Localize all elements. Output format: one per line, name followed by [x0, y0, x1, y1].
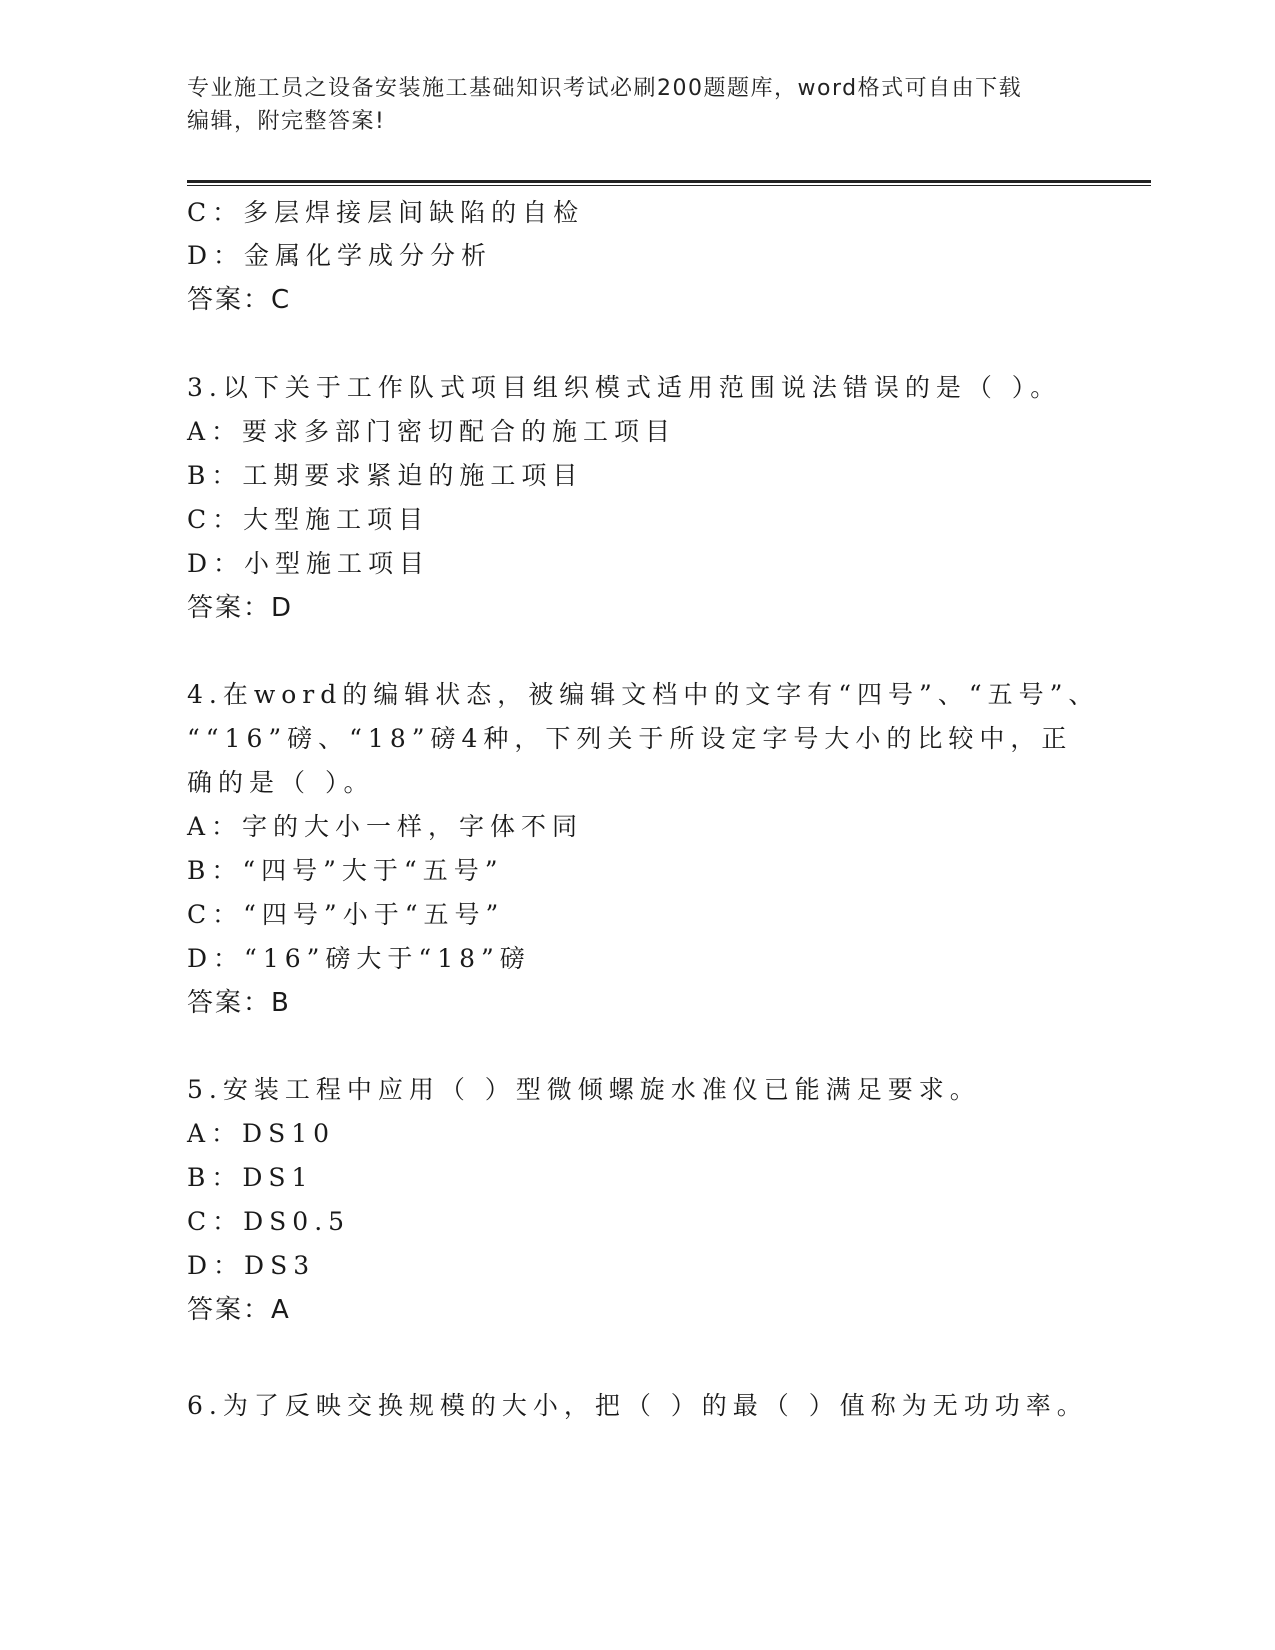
q5-option-a: A：DS10: [187, 1119, 336, 1148]
q2-option-c: C：多层焊接层间缺陷的自检: [187, 198, 585, 227]
q5-question: 5.安装工程中应用（ ）型微倾螺旋水准仪已能满足要求。: [187, 1075, 981, 1104]
q5-answer: 答案：A: [187, 1295, 291, 1325]
q6-question: 6.为了反映交换规模的大小，把（ ）的最（ ）值称为无功功率。: [187, 1391, 1088, 1420]
header-divider-thin: [187, 185, 1151, 186]
q2-answer: 答案：C: [187, 285, 292, 315]
q4-question-line-2: ““16”磅、“18”磅4种，下列关于所设定字号大小的比较中，正: [187, 724, 1073, 753]
q4-option-a: A：字的大小一样，字体不同: [187, 812, 584, 841]
document-header: [187, 72, 1067, 138]
q3-answer: 答案：D: [187, 593, 294, 623]
q3-option-d: D：小型施工项目: [187, 549, 431, 578]
q4-question-line-3: 确的是（ ）。: [187, 768, 375, 797]
header-title-line-2: 编辑，附完整答案!: [187, 109, 386, 134]
header-divider-thick: [187, 180, 1151, 183]
q4-option-c: C：“四号”小于“五号”: [187, 900, 505, 929]
q5-option-b: B：DS1: [187, 1163, 314, 1192]
q2-option-d: D：金属化学成分分析: [187, 241, 493, 270]
q3-option-c: C：大型施工项目: [187, 505, 430, 534]
q3-question: 3.以下关于工作队式项目组织模式适用范围说法错误的是（ ）。: [187, 373, 1062, 402]
q3-option-b: B：工期要求紧迫的施工项目: [187, 461, 584, 490]
q4-option-d: D：“16”磅大于“18”磅: [187, 944, 531, 973]
q4-question-line-1: 4.在word的编辑状态，被编辑文档中的文字有“四号”、“五号”、: [187, 680, 1100, 709]
q5-option-c: C：DS0.5: [187, 1207, 351, 1236]
q4-answer: 答案：B: [187, 988, 291, 1018]
q3-option-a: A：要求多部门密切配合的施工项目: [187, 417, 677, 446]
header-title-line-1: 专业施工员之设备安装施工基础知识考试必刷200题题库，word格式可自由下载: [187, 76, 1023, 101]
q4-option-b: B：“四号”大于“五号”: [187, 856, 504, 885]
q5-option-d: D：DS3: [187, 1251, 316, 1280]
